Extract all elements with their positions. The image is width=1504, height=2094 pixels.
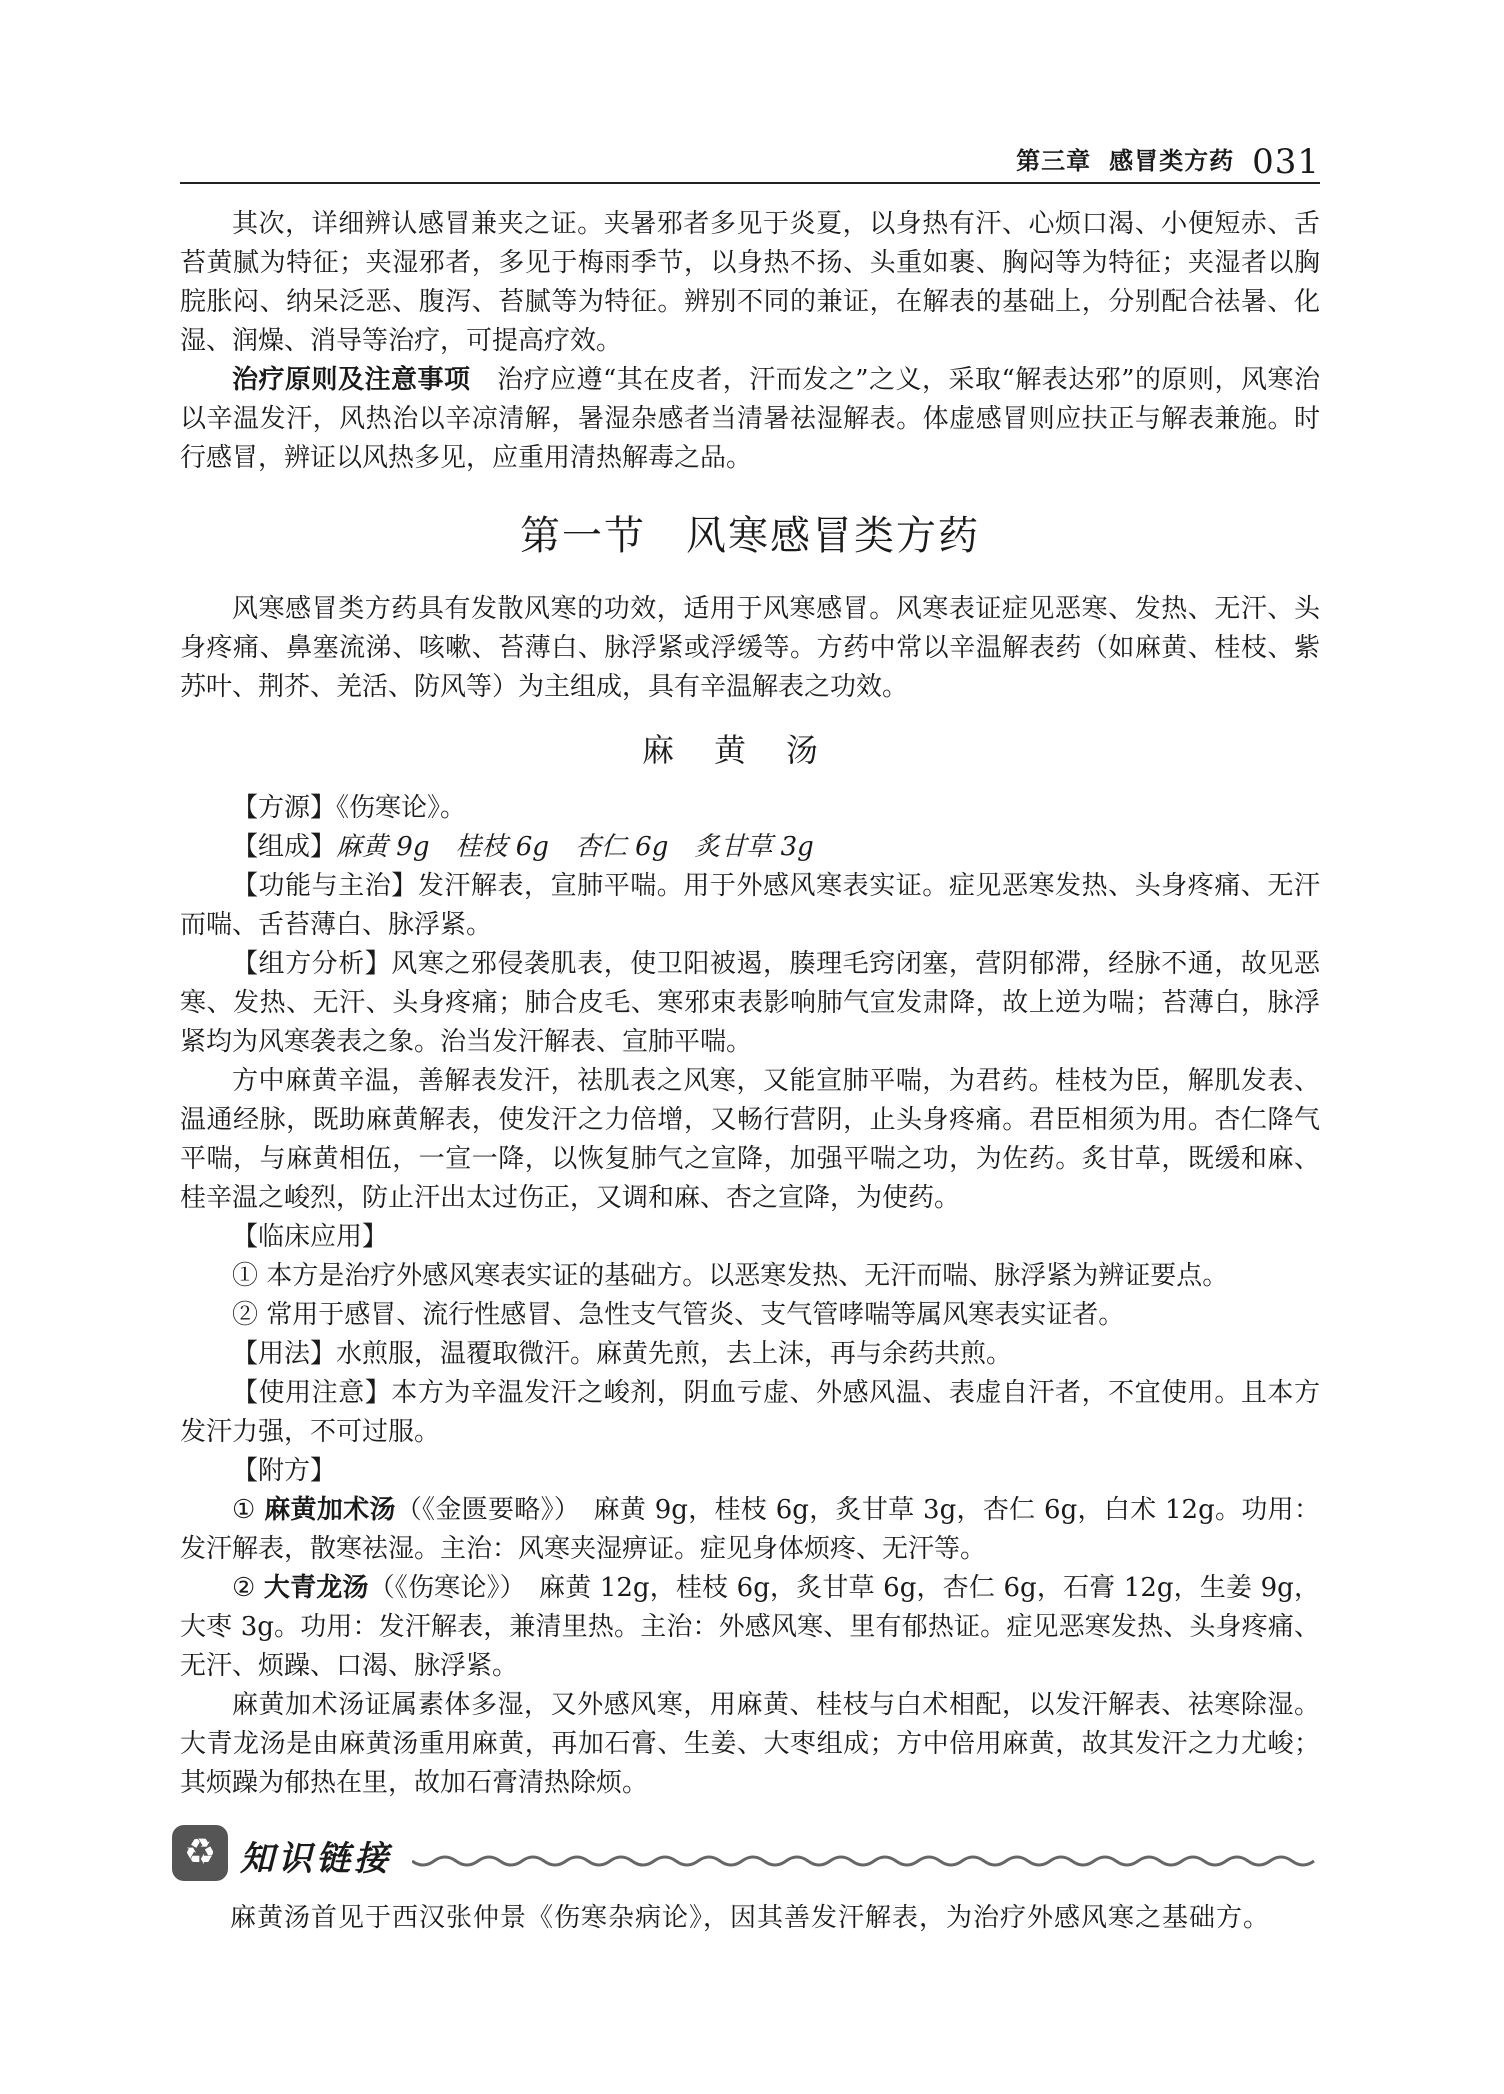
formula-analysis bbox=[180, 945, 1320, 1062]
composition-text: 麻黄 9g 桂枝 6g 杏仁 6g 炙甘草 3g bbox=[336, 832, 814, 862]
caution-text: 本方为辛温发汗之峻剂，阴血亏虚、外感风温、表虚自汗者，不宜使用。且本方发汗力强，不可过服。 bbox=[180, 1378, 1320, 1447]
principles-heading: 治疗原则及注意事项 bbox=[232, 365, 471, 395]
caution-label: 【使用注意】 bbox=[232, 1378, 392, 1408]
appendix-2-source: （《伤寒论》） bbox=[368, 1573, 513, 1603]
appendix-item-1 bbox=[180, 1491, 1320, 1569]
formula-title: 麻黄汤 bbox=[641, 731, 858, 769]
paragraph-principles bbox=[180, 361, 1320, 478]
analysis-text: 风寒之邪侵袭肌表，使卫阳被遏，腠理毛窍闭塞，营阴郁滞，经脉不通，故见恶寒、发热、无汗、头身疼痛；肺合皮毛、寒邪束表影响肺气宣发肃降，故上逆为喘；苔薄白，脉浮紧均为风寒袭表之象。治当发汗解表、宣肺平喘。 bbox=[180, 949, 1320, 1057]
appendix-1-name: 麻黄加术汤 bbox=[264, 1495, 396, 1525]
usage-text: 水煎服，温覆取微汗。麻黄先煎，去上沫，再与余药共煎。 bbox=[336, 1339, 1013, 1369]
knowledge-link-header bbox=[172, 1825, 1322, 1879]
clinical-label: 【临床应用】 bbox=[232, 1222, 389, 1252]
recycle-icon: ♻ bbox=[172, 1825, 228, 1881]
knowledge-link-title: 知识链接 bbox=[240, 1839, 392, 1879]
chapter-label: 第三章 bbox=[1016, 147, 1092, 175]
appendix-2-num: ② bbox=[232, 1573, 256, 1603]
clinical-item-2: ② 常用于感冒、流行性感冒、急性支气管炎、支气管哮喘等属风寒表实证者。 bbox=[232, 1300, 1125, 1330]
page-number: 031 bbox=[1252, 142, 1320, 182]
formula-caution bbox=[180, 1374, 1320, 1452]
composition-label: 【组成】 bbox=[232, 832, 337, 862]
page-body bbox=[180, 205, 1320, 1803]
appendix-label: 【附方】 bbox=[232, 1456, 337, 1486]
appendix-2-name: 大青龙汤 bbox=[263, 1573, 369, 1603]
usage-label: 【用法】 bbox=[232, 1339, 337, 1369]
source-text: 《伤寒论》。 bbox=[336, 793, 467, 823]
appendix-1-source: （《金匮要略》） bbox=[395, 1495, 568, 1525]
appendix-2-text: 麻黄 12g，桂枝 6g，炙甘草 6g，杏仁 6g，石膏 12g，生姜 9g，大枣 3g。功用：发汗解表，兼清里热。主治：外感风寒、里有郁热证。症见恶寒发热、头身疼痛、无汗、烦躁、口渴、脉浮紧。 bbox=[180, 1573, 1320, 1681]
formula-function bbox=[180, 867, 1320, 945]
section-title bbox=[180, 506, 1320, 566]
formula-analysis-2: 方中麻黄辛温，善解表发汗，祛肌表之风寒，又能宣肺平喘，为君药。桂枝为臣，解肌发表、温通经脉，既助麻黄解表，使发汗之力倍增，又畅行营阴，止头身疼痛。君臣相须为用。杏仁降气平喘，与麻黄相伍，一宣一降，以恢复肺气之宣降，加强平喘之功，为佐药。炙甘草，既缓和麻、桂辛温之峻烈，防止汗出太过伤正，又调和麻、杏之宣降，为使药。 bbox=[180, 1066, 1320, 1213]
clinical-item-1: ① 本方是治疗外感风寒表实证的基础方。以恶寒发热、无汗而喘、脉浮紧为辨证要点。 bbox=[232, 1261, 1229, 1291]
appendix-1-num: ① bbox=[232, 1495, 256, 1525]
chapter-title: 感冒类方药 bbox=[1109, 147, 1235, 175]
section-number: 第一节 bbox=[520, 513, 646, 559]
appendix-1-text: 麻黄 9g，桂枝 6g，炙甘草 3g，杏仁 6g，白术 12g。功用：发汗解表，散寒祛湿。主治：风寒夹湿痹证。症见身体烦疼、无汗等。 bbox=[180, 1495, 1320, 1564]
running-head bbox=[180, 142, 1320, 184]
source-label: 【方源】 bbox=[232, 793, 337, 823]
section-name: 风寒感冒类方药 bbox=[686, 513, 980, 559]
wave-divider bbox=[412, 1853, 1322, 1873]
formula-usage bbox=[180, 1335, 1320, 1374]
analysis-label: 【组方分析】 bbox=[232, 949, 392, 979]
function-text: 发汗解表，宣肺平喘。用于外感风寒表实证。症见恶寒发热、头身疼痛、无汗而喘、舌苔薄白、脉浮紧。 bbox=[180, 871, 1320, 940]
formula-composition bbox=[180, 828, 1320, 867]
appendix-summary: 麻黄加术汤证属素体多湿，又外感风寒，用麻黄、桂枝与白术相配，以发汗解表、祛寒除湿。大青龙汤是由麻黄汤重用麻黄，再加石膏、生姜、大枣组成；方中倍用麻黄，故其发汗之力尤峻；其烦躁为郁热在里，故加石膏清热除烦。 bbox=[180, 1690, 1320, 1798]
formula-source bbox=[180, 789, 1320, 828]
appendix-item-2 bbox=[180, 1569, 1320, 1686]
function-label: 【功能与主治】 bbox=[232, 871, 418, 901]
section-intro: 风寒感冒类方药具有发散风寒的功效，适用于风寒感冒。风寒表证症见恶寒、发热、无汗、头身疼痛、鼻塞流涕、咳嗽、苔薄白、脉浮紧或浮缓等。方药中常以辛温解表药（如麻黄、桂枝、紫苏叶、荆芥、羌活、防风等）为主组成，具有辛温解表之功效。 bbox=[180, 594, 1320, 702]
principles-text: 治疗应遵“其在皮者，汗而发之”之义，采取“解表达邪”的原则，风寒治以辛温发汗，风热治以辛凉清解，暑湿杂感者当清暑祛湿解表。体虚感冒则应扶正与解表兼施。时行感冒，辨证以风热多见，应重用清热解毒之品。 bbox=[180, 365, 1320, 473]
knowledge-link-text: 麻黄汤首见于西汉张仲景《伤寒杂病论》，因其善发汗解表，为治疗外感风寒之基础方。 bbox=[230, 1903, 1271, 1933]
paragraph-complications: 其次，详细辨认感冒兼夹之证。夹暑邪者多见于炎夏，以身热有汗、心烦口渴、小便短赤、舌苔黄腻为特征；夹湿邪者，多见于梅雨季节，以身热不扬、头重如裹、胸闷等为特征；夹湿者以胸脘胀闷、纳呆泛恶、腹泻、苔腻等为特征。辨别不同的兼证，在解表的基础上，分别配合祛暑、化湿、润燥、消导等治疗，可提高疗效。 bbox=[180, 209, 1320, 356]
